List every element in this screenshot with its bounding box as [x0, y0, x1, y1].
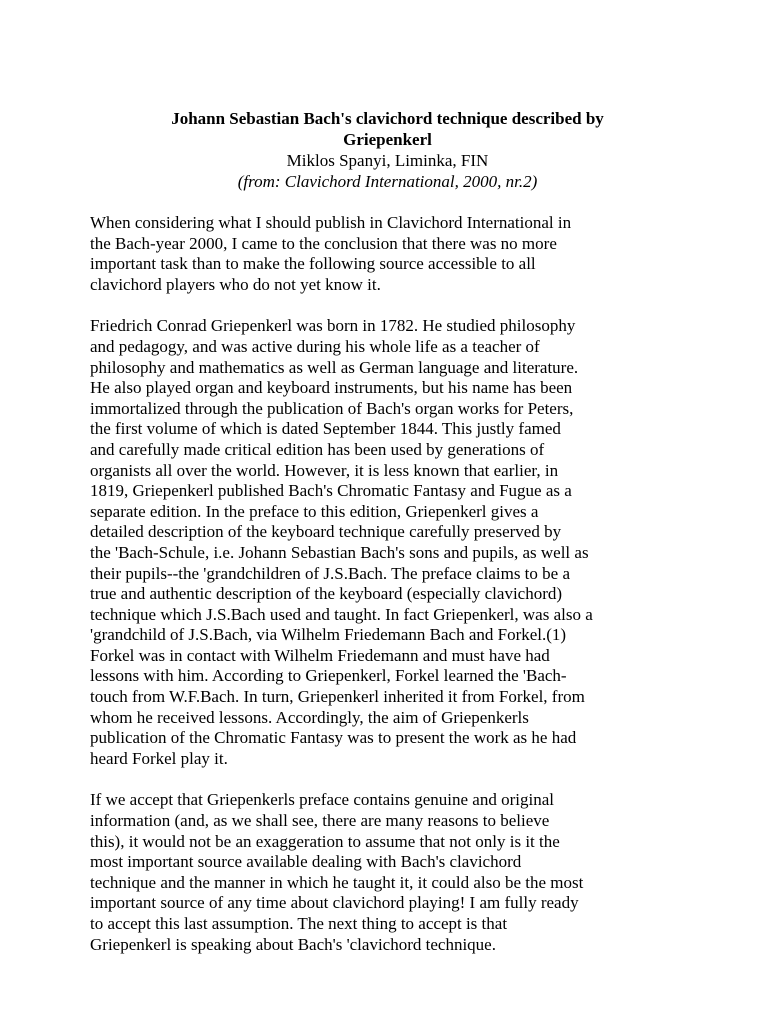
- article-source: (from: Clavichord International, 2000, nr.2): [237, 172, 538, 191]
- paragraph-preface-importance: If we accept that Griepenkerls preface contains genuine and original information (and, as we shall see, there are many reasons to believe this), it would not be an exaggeration to assume that not only is it the most important source available dealing with Bach's clavichord technique and the manner in which he taught it, it could also be the most important source of any time about clavichord playing! I am fully ready to accept this last assumption. The next thing to accept is that Griepenkerl is speaking about Bach's 'clavichord technique.: [90, 790, 584, 954]
- paragraph-intro: When considering what I should publish in Clavichord International in the Bach-year 2000, I came to the conclusion that there was no more important task than to make the following source accessible to all clavichord players who do not yet know it.: [90, 213, 572, 294]
- article-author: Miklos Spanyi, Liminka, FIN: [286, 151, 489, 170]
- document-page: [90, 108, 685, 955]
- article-title: Johann Sebastian Bach's clavichord technique described by Griepenkerl: [171, 109, 604, 149]
- paragraph-griepenkerl-biography: Friedrich Conrad Griepenkerl was born in 1782. He studied philosophy and pedagogy, and was active during his whole life as a teacher of philosophy and mathematics as well as German language and literature. He also played organ and keyboard instruments, but his name has been immortalized through the publication of Bach's organ works for Peters, the first volume of which is dated September 1844. This justly famed and carefully made critical edition has been used by generations of organists all over the world. However, it is less known that earlier, in 1819, Griepenkerl published Bach's Chromatic Fantasy and Fugue as a separate edition. In the preface to this edition, Griepenkerl gives a detailed description of the keyboard technique carefully preserved by the 'Bach-Schule, i.e. Johann Sebastian Bach's sons and pupils, as well as their pupils--the 'grandchildren of J.S.Bach. The preface claims to be a true and authentic description of the keyboard (especially clavichord) technique which J.S.Bach used and taught. In fact Griepenkerl, was also a 'grandchild of J.S.Bach, via Wilhelm Friedemann Bach and Forkel.(1) Forkel was in contact with Wilhelm Friedemann and must have had lessons with him. According to Griepenkerl, Forkel learned the 'Bach- touch from W.F.Bach. In turn, Griepenkerl inherited it from Forkel, from whom he received lessons. Accordingly, the aim of Griepenkerls publication of the Chromatic Fantasy was to present the work as he had heard Forkel play it.: [90, 316, 593, 768]
